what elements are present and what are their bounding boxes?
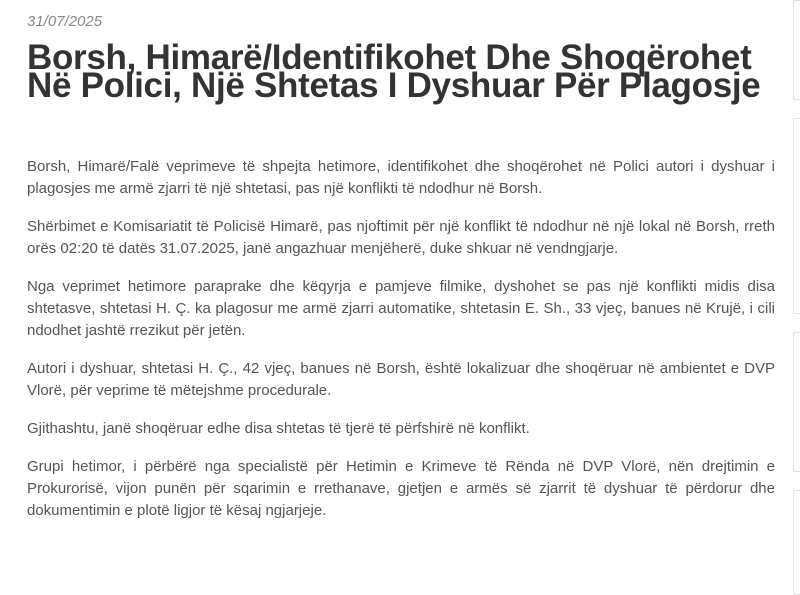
article-paragraph: Autori i dyshuar, shtetasi H. Ç., 42 vjeç, banues në Borsh, është lokalizuar dhe shoqëruar në ambientet e DVP Vlorë, për veprime të mëtejshme procedurale. [27, 360, 775, 399]
sidebar-panel-edge [793, 332, 800, 472]
article-body [27, 156, 775, 522]
sidebar-panel-edge [793, 118, 800, 314]
article-paragraph: Grupi hetimor, i përbërë nga specialistë për Hetimin e Krimeve të Rënda në DVP Vlorë, nën drejtimin e Prokurorisë, vijon punën për sqarimin e rrethanave, gjetjen e armës së zjarrit të dyshuar të përdorur dhe dokumentimin e plotë ligjor të kësaj ngjarjeje. [27, 458, 775, 519]
sidebar-panel-edge [793, 0, 800, 100]
sidebar-panel-edge [793, 490, 800, 595]
article-date: 31/07/2025 [27, 13, 103, 30]
right-sidebar-edge [792, 0, 800, 593]
article-title: Borsh, Himarë/Identifikohet Dhe Shoqërohet Në Polici, Një Shtetas I Dyshuar Për Plagosje [27, 38, 761, 105]
article-paragraph: Nga veprimet hetimore paraprake dhe këqyrja e pamjeve filmike, dyshohet se pas një konflikti midis disa shtetasve, shtetasi H. Ç. ka plagosur me armë zjarri automatike, shtetasin E. Sh., 33 vjeç, banues në Krujë, i cili ndodhet jashtë rrezikut për jetën. [27, 278, 775, 339]
article-paragraph: Gjithashtu, janë shoqëruar edhe disa shtetas të tjerë të përfshirë në konflikt. [27, 420, 530, 437]
article [27, 12, 775, 538]
article-paragraph: Shërbimet e Komisariatit të Policisë Himarë, pas njoftimit për një konflikt të ndodhur në një lokal në Borsh, rreth orës 02:20 të datës 31.07.2025, janë angazhuar menjëherë, duke shkuar në vendngjarje. [27, 218, 775, 257]
article-paragraph: Borsh, Himarë/Falë veprimeve të shpejta hetimore, identifikohet dhe shoqërohet në Polici autori i dyshuar i plagosjes me armë zjarri të një shtetasi, pas një konflikti të ndodhur në Borsh. [27, 158, 775, 197]
